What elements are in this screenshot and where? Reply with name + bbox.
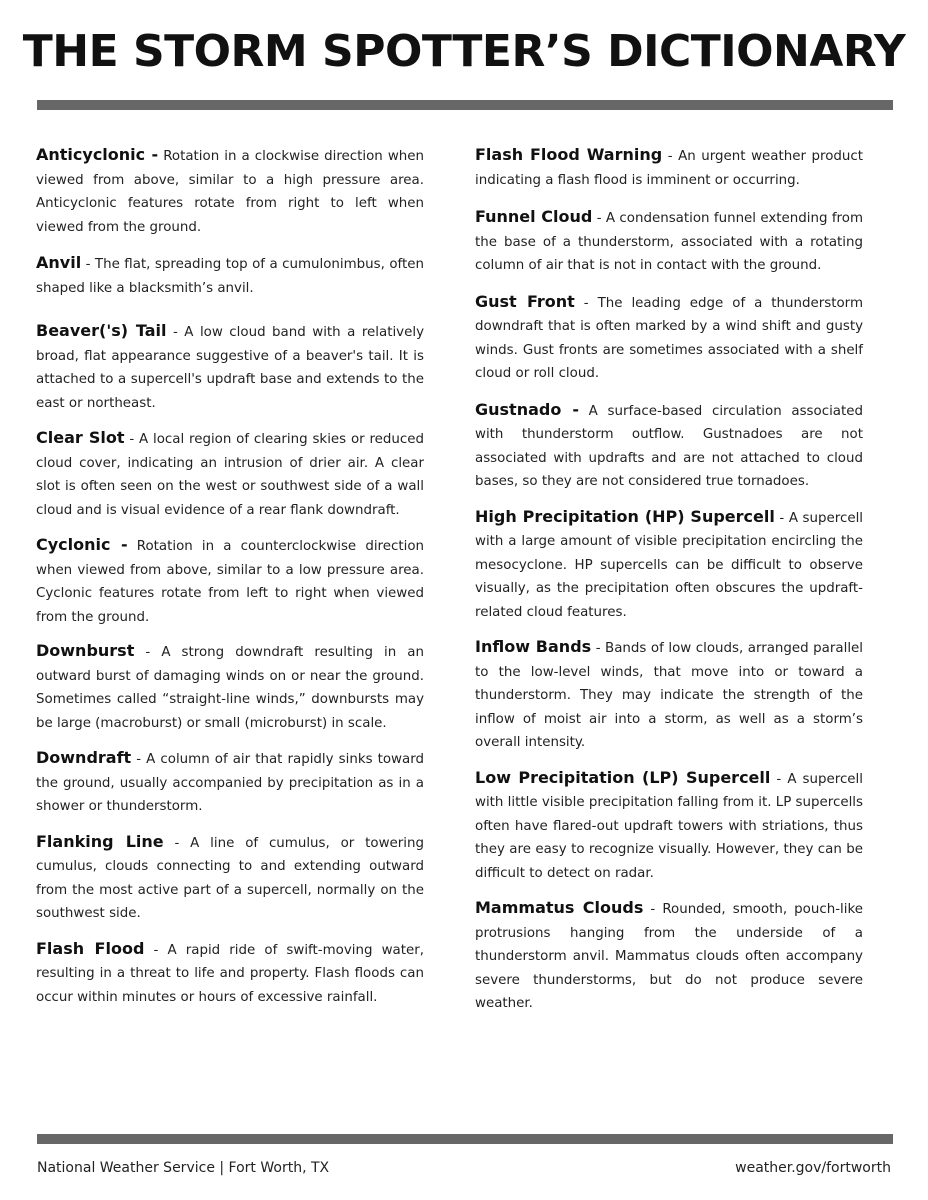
entry-definition: - The leading edge of a thunderstorm downdraft that is often marked by a wind shift and gusty winds. Gust fronts are sometimes associated with a shelf cloud or roll cloud. <box>475 295 863 381</box>
entry-definition: - A supercell with a large amount of visible precipitation encircling the mesocyclone. HP supercells can be difficult to observe visually, as the precipitation often obscures the updraft-related cloud features. <box>475 510 864 620</box>
entry-term: Downburst <box>36 641 135 660</box>
entry-definition: - A rapid ride of swift-moving water, resulting in a threat to life and property. Flash floods can occur within minutes or hours of excessive rainfall. <box>36 942 424 1005</box>
entry-flanking-line <box>36 830 424 926</box>
left-column <box>36 143 424 1009</box>
right-column <box>475 143 863 1016</box>
entry-term: Anticyclonic - <box>36 145 159 164</box>
entry-downdraft <box>36 746 424 819</box>
entry-cyclonic <box>36 533 424 629</box>
entry-funnel-cloud <box>475 205 863 278</box>
footer-office: National Weather Service | Fort Worth, TX <box>37 1160 330 1176</box>
entry-definition: - A low cloud band with a relatively broad, flat appearance suggestive of a beaver's tail. It is attached to a supercell's updraft base and extends to the east or northeast. <box>36 325 424 411</box>
entry-term: Low Precipitation (LP) Supercell <box>475 767 771 787</box>
entry-definition: - An urgent weather product indicating a flash flood is imminent or occurring. <box>475 149 864 188</box>
entry-flash-flood <box>36 937 424 1010</box>
entry-gust-front <box>475 290 863 386</box>
entry-term: Clear Slot <box>36 428 125 447</box>
entry-mammatus-clouds <box>475 896 863 1016</box>
footer-divider <box>37 1134 893 1144</box>
entry-beavers-tail <box>36 319 424 415</box>
entry-hp-supercell <box>475 505 863 625</box>
entry-term: Anvil <box>36 253 82 272</box>
entry-term: Inflow Bands <box>475 637 592 656</box>
entry-term: Beaver('s) Tail <box>36 321 167 340</box>
entry-definition: Rotation in a clockwise direction when viewed from above, similar to a high pressure area. Anticyclonic features rotate from right to left when viewed from the ground. <box>36 149 425 235</box>
entry-gustnado <box>475 398 863 494</box>
entry-clear-slot <box>36 426 424 522</box>
entry-lp-supercell <box>475 766 863 886</box>
entry-definition: - A local region of clearing skies or reduced cloud cover, indicating an intrusion of drier air. A clear slot is often seen on the west or southwest side of a wall cloud and is visual evidence of a rear flank downdraft. <box>36 432 424 518</box>
entry-term: High Precipitation (HP) Supercell <box>475 506 775 526</box>
entry-definition: - A supercell with little visible precipitation falling from it. LP supercells often have flared-out updraft towers with striations, thus they are easy to recognize visually. However, they can be difficult to detect on radar. <box>475 771 863 881</box>
entry-definition: - A condensation funnel extending from the base of a thunderstorm, associated with a rotating column of air that is not in contact with the ground. <box>475 211 863 273</box>
entry-term: Gustnado - <box>475 399 579 419</box>
entry-definition: - A column of air that rapidly sinks toward the ground, usually accompanied by precipitation as in a shower or thunderstorm. <box>36 752 424 814</box>
entry-term: Downdraft <box>36 748 132 767</box>
entry-term: Flash Flood <box>36 938 145 958</box>
entry-definition: - A line of cumulus, or towering cumulus, clouds connecting to and extending outward from the most active part of a supercell, normally on the southwest side. <box>36 835 424 921</box>
entry-anticyclonic <box>36 143 424 239</box>
entry-flash-flood-warning <box>475 143 863 192</box>
page-title: THE STORM SPOTTER’S DICTIONARY <box>22 26 906 77</box>
entry-definition: - The flat, spreading top of a cumulonimbus, often shaped like a blacksmith’s anvil. <box>36 257 424 296</box>
footer-website: weather.gov/fortworth <box>735 1160 891 1176</box>
entry-definition: - Rounded, smooth, pouch-like protrusions hanging from the underside of a thunderstorm anvil. Mammatus clouds often accompany severe thunderstorms, but do not produce severe weather. <box>475 902 863 1011</box>
header-divider <box>37 100 893 110</box>
entry-definition: A surface-based circulation associated with thunderstorm outflow. Gustnadoes are not associated with updrafts and are not attached to cloud bases, so they are not considered true tornadoes. <box>475 403 863 489</box>
entry-definition: - A strong downdraft resulting in an outward burst of damaging winds on or near the ground. Sometimes called “straight-line winds,” downbursts may be large (macroburst) or small (microburst) in scale. <box>36 645 424 731</box>
entry-term: Cyclonic - <box>36 535 128 554</box>
entry-term: Gust Front <box>475 291 575 311</box>
entry-term: Funnel Cloud <box>475 207 593 226</box>
entry-anvil <box>36 251 424 300</box>
entry-downburst <box>36 639 424 735</box>
entry-definition: - Bands of low clouds, arranged parallel to the low-level winds, that move into or toward a thunderstorm. They may indicate the strength of the inflow of moist air into a storm, as well as a storm’s overall intensity. <box>475 641 863 750</box>
entry-term: Flash Flood Warning <box>475 145 663 164</box>
entry-definition: Rotation in a counterclockwise direction when viewed from above, similar to a low pressure area. Cyclonic features rotate from left to right when viewed from the ground. <box>36 539 424 625</box>
entry-term: Mammatus Clouds <box>475 898 644 917</box>
entry-term: Flanking Line <box>36 831 164 851</box>
entry-inflow-bands <box>475 635 863 755</box>
